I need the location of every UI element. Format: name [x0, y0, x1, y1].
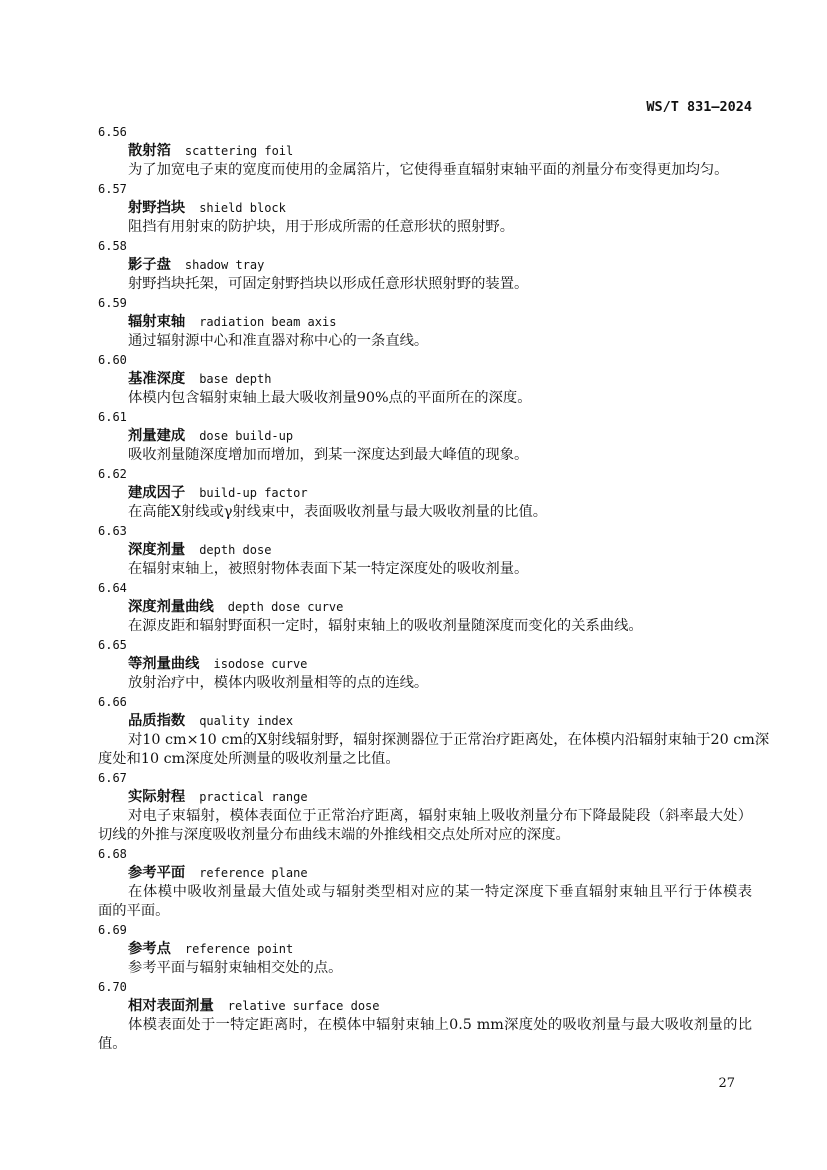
term-entry	[98, 769, 752, 845]
definition-line: 对10 cm×10 cm的X射线辐射野，辐射探测器位于正常治疗距离处，在体模内沿辐射束轴于20 cm深	[128, 732, 770, 748]
term-entry	[98, 693, 770, 769]
definition-line: 在高能X射线或γ射线束中，表面吸收剂量与最大吸收剂量的比值。	[128, 504, 548, 520]
clause-number: 6.63	[98, 524, 127, 538]
clause-number: 6.69	[98, 923, 127, 937]
term-entry	[98, 522, 752, 579]
clause-number: 6.62	[98, 467, 127, 481]
term-entry	[98, 921, 752, 978]
definition-line: 切线的外推与深度吸收剂量分布曲线末端的外推线相交点处所对应的深度。	[98, 827, 570, 843]
term-english: reference plane	[199, 866, 308, 880]
term-entry	[98, 294, 752, 351]
term-english: reference point	[184, 942, 294, 956]
term-chinese: 剂量建成	[128, 428, 186, 444]
definition-line: 面的平面。	[98, 903, 170, 919]
term-entry	[98, 123, 752, 180]
definition-line: 值。	[98, 1036, 127, 1052]
definition-line: 吸收剂量随深度增加而增加，到某一深度达到最大峰值的现象。	[128, 447, 529, 463]
term-list	[98, 123, 770, 1054]
definition-line: 体模表面处于一特定距离时，在模体中辐射束轴上0.5 mm深度处的吸收剂量与最大吸收剂量的比	[128, 1017, 752, 1033]
term-line	[98, 997, 752, 1016]
term-english: depth dose curve	[227, 600, 344, 614]
term-chinese: 实际射程	[128, 789, 186, 805]
term-line	[98, 484, 752, 503]
definition-line: 在辐射束轴上，被照射物体表面下某一特定深度处的吸收剂量。	[128, 561, 529, 577]
term-line	[98, 142, 752, 161]
clause-number: 6.56	[98, 125, 127, 139]
definition-line: 度处和10 cm深度处所测量的吸收剂量之比值。	[98, 751, 400, 767]
clause-number: 6.66	[98, 695, 127, 709]
clause-number: 6.57	[98, 182, 127, 196]
term-entry	[98, 465, 752, 522]
term-chinese: 深度剂量曲线	[128, 599, 214, 615]
term-chinese: 相对表面剂量	[128, 998, 214, 1014]
definition-line: 放射治疗中，模体内吸收剂量相等的点的连线。	[128, 675, 429, 691]
term-line	[98, 864, 752, 883]
term-line	[98, 598, 752, 617]
term-english: depth dose	[199, 543, 272, 557]
term-entry	[98, 351, 752, 408]
term-chinese: 参考点	[128, 941, 171, 957]
term-chinese: 影子盘	[128, 257, 171, 273]
term-line	[98, 370, 752, 389]
term-english: scattering foil	[184, 144, 294, 158]
definition-line: 射野挡块托架，可固定射野挡块以形成任意形状照射野的装置。	[128, 276, 529, 292]
page-number: 27	[718, 1076, 735, 1091]
definition-line: 阻挡有用射束的防护块，用于形成所需的任意形状的照射野。	[128, 219, 515, 235]
term-english: dose build-up	[199, 429, 294, 443]
definition-line: 为了加宽电子束的宽度而使用的金属箔片，它使得垂直辐射束轴平面的剂量分布变得更加均匀。	[128, 162, 729, 178]
term-chinese: 辐射束轴	[128, 314, 186, 330]
term-entry	[98, 408, 752, 465]
clause-number: 6.67	[98, 771, 127, 785]
term-line	[98, 541, 752, 560]
term-line	[98, 712, 752, 731]
term-english: base depth	[199, 372, 272, 386]
term-english: shadow tray	[184, 258, 265, 272]
term-line	[98, 199, 752, 218]
term-english: quality index	[199, 714, 294, 728]
clause-number: 6.58	[98, 239, 127, 253]
clause-number: 6.64	[98, 581, 127, 595]
clause-number: 6.70	[98, 980, 127, 994]
term-entry	[98, 845, 752, 921]
term-line	[98, 256, 752, 275]
term-chinese: 射野挡块	[128, 200, 186, 216]
clause-number: 6.68	[98, 847, 127, 861]
standard-code-header: WS/T 831—2024	[646, 99, 752, 115]
term-english: isodose curve	[213, 657, 308, 671]
term-english: radiation beam axis	[199, 315, 337, 329]
term-line	[98, 788, 752, 807]
term-line	[98, 313, 752, 332]
term-entry	[98, 978, 752, 1054]
term-english: build-up factor	[199, 486, 308, 500]
term-chinese: 散射箔	[128, 143, 171, 159]
definition-line: 在源皮距和辐射野面积一定时，辐射束轴上的吸收剂量随深度而变化的关系曲线。	[128, 618, 643, 634]
term-entry	[98, 579, 752, 636]
term-english: practical range	[199, 790, 308, 804]
definition-line: 体模内包含辐射束轴上最大吸收剂量90%点的平面所在的深度。	[128, 390, 532, 406]
term-chinese: 等剂量曲线	[128, 656, 200, 672]
term-line	[98, 940, 752, 959]
term-english: relative surface dose	[227, 999, 380, 1013]
term-entry	[98, 636, 752, 693]
term-line	[98, 655, 752, 674]
clause-number: 6.60	[98, 353, 127, 367]
term-chinese: 基准深度	[128, 371, 186, 387]
definition-line: 在体模中吸收剂量最大值处或与辐射类型相对应的某一特定深度下垂直辐射束轴且平行于体模表	[128, 884, 752, 900]
clause-number: 6.61	[98, 410, 127, 424]
term-chinese: 品质指数	[128, 713, 186, 729]
term-chinese: 建成因子	[128, 485, 186, 501]
term-entry	[98, 237, 752, 294]
definition-line: 通过辐射源中心和准直器对称中心的一条直线。	[128, 333, 429, 349]
definition-line: 对电子束辐射，模体表面位于正常治疗距离，辐射束轴上吸收剂量分布下降最陡段（斜率最大处）	[128, 808, 752, 824]
term-chinese: 参考平面	[128, 865, 186, 881]
term-line	[98, 427, 752, 446]
term-english: shield block	[199, 201, 286, 215]
term-entry	[98, 180, 752, 237]
clause-number: 6.59	[98, 296, 127, 310]
clause-number: 6.65	[98, 638, 127, 652]
definition-line: 参考平面与辐射束轴相交处的点。	[128, 960, 343, 976]
term-chinese: 深度剂量	[128, 542, 186, 558]
